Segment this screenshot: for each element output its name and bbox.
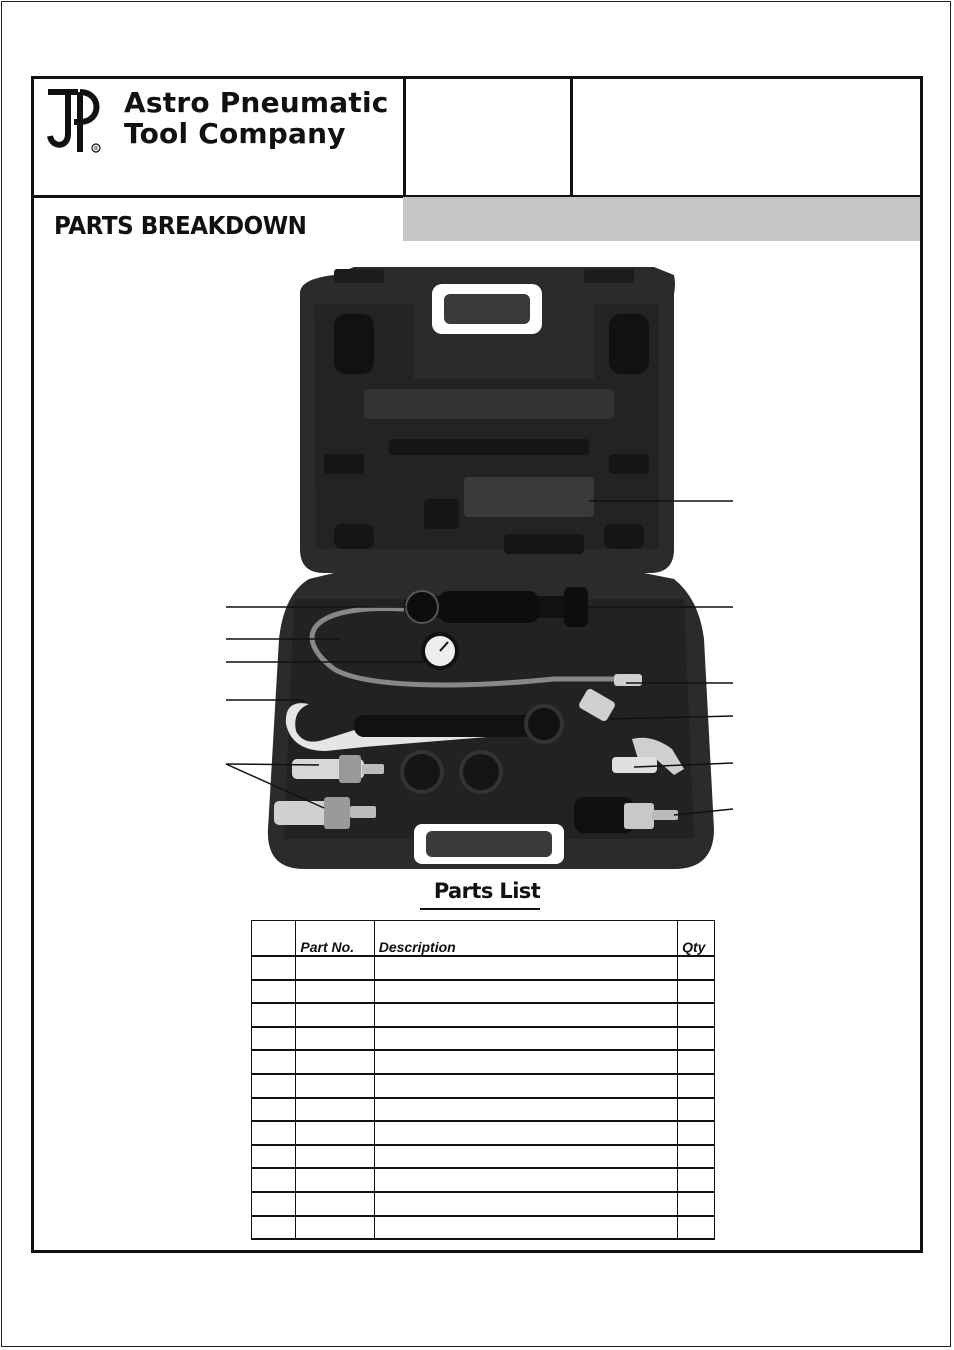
cell-qty bbox=[678, 1050, 715, 1074]
cell-description bbox=[374, 1168, 677, 1192]
cell-description bbox=[374, 1098, 677, 1122]
cell-qty bbox=[678, 1027, 715, 1051]
table-row bbox=[252, 1003, 715, 1027]
cell-description bbox=[374, 956, 677, 980]
cell-qty bbox=[678, 1145, 715, 1169]
col-header-description: Description bbox=[374, 921, 677, 957]
cell-qty bbox=[678, 1216, 715, 1240]
cell-item bbox=[252, 956, 296, 980]
cell-part-no bbox=[296, 1216, 374, 1240]
manual-sheet bbox=[31, 76, 923, 1253]
cell-qty bbox=[678, 1003, 715, 1027]
cell-part-no bbox=[296, 1027, 374, 1051]
cell-item bbox=[252, 1098, 296, 1122]
parts-table-body bbox=[252, 956, 715, 1239]
cell-item bbox=[252, 1121, 296, 1145]
cell-part-no bbox=[296, 1050, 374, 1074]
cell-item bbox=[252, 1027, 296, 1051]
cell-part-no bbox=[296, 1098, 374, 1122]
cell-description bbox=[374, 1074, 677, 1098]
cell-description bbox=[374, 1216, 677, 1240]
table-row bbox=[252, 1168, 715, 1192]
cell-qty bbox=[678, 1074, 715, 1098]
table-row bbox=[252, 1216, 715, 1240]
cell-item bbox=[252, 1192, 296, 1216]
cell-description bbox=[374, 980, 677, 1004]
cell-qty bbox=[678, 1168, 715, 1192]
table-row bbox=[252, 1027, 715, 1051]
cell-item bbox=[252, 1050, 296, 1074]
cell-description bbox=[374, 1121, 677, 1145]
cell-description bbox=[374, 1192, 677, 1216]
cell-item bbox=[252, 980, 296, 1004]
cell-qty bbox=[678, 1098, 715, 1122]
cell-part-no bbox=[296, 1192, 374, 1216]
cell-qty bbox=[678, 980, 715, 1004]
cell-part-no bbox=[296, 956, 374, 980]
cell-qty bbox=[678, 956, 715, 980]
cell-item bbox=[252, 1145, 296, 1169]
cell-item bbox=[252, 1003, 296, 1027]
col-header-item bbox=[252, 921, 296, 957]
cell-description bbox=[374, 1050, 677, 1074]
company-name-line1: Astro Pneumatic bbox=[124, 86, 389, 119]
cell-part-no bbox=[296, 980, 374, 1004]
svg-text:R: R bbox=[94, 145, 99, 153]
cell-part-no bbox=[296, 1003, 374, 1027]
table-row bbox=[252, 1050, 715, 1074]
parts-list-table bbox=[251, 920, 715, 1240]
table-row bbox=[252, 1145, 715, 1169]
col-header-qty: Qty bbox=[678, 921, 715, 957]
table-row bbox=[252, 980, 715, 1004]
cell-qty bbox=[678, 1192, 715, 1216]
parts-table-header-row bbox=[252, 921, 715, 957]
col-header-part-no: Part No. bbox=[296, 921, 374, 957]
table-row bbox=[252, 1121, 715, 1145]
table-row bbox=[252, 1098, 715, 1122]
table-row bbox=[252, 1192, 715, 1216]
parts-list-title: Parts List bbox=[433, 879, 541, 903]
cell-item bbox=[252, 1216, 296, 1240]
cell-qty bbox=[678, 1121, 715, 1145]
cell-part-no bbox=[296, 1074, 374, 1098]
cell-part-no bbox=[296, 1121, 374, 1145]
cell-description bbox=[374, 1145, 677, 1169]
cell-item bbox=[252, 1168, 296, 1192]
table-row bbox=[252, 1074, 715, 1098]
table-row bbox=[252, 956, 715, 980]
cell-part-no bbox=[296, 1168, 374, 1192]
company-name-line2: Tool Company bbox=[124, 117, 346, 150]
cell-part-no bbox=[296, 1145, 374, 1169]
cell-item bbox=[252, 1074, 296, 1098]
parts-list-title-underline bbox=[420, 908, 540, 910]
section-title: PARTS BREAKDOWN bbox=[54, 211, 307, 240]
cell-description bbox=[374, 1027, 677, 1051]
tool-case-illustration bbox=[34, 79, 920, 879]
cell-description bbox=[374, 1003, 677, 1027]
